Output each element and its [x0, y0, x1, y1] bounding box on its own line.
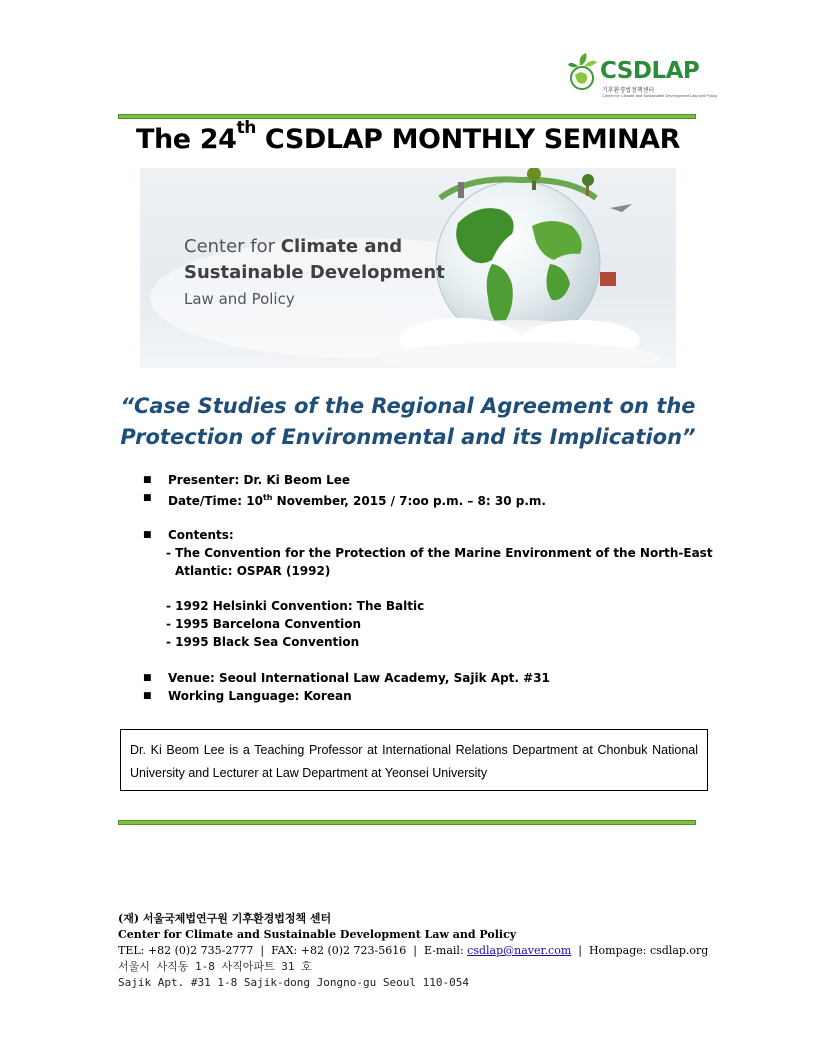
footer-email-label: E-mail: — [423, 944, 468, 957]
venue-text: Venue: Seoul International Law Academy, Sajik Apt. #31 — [168, 671, 550, 685]
footer-tel: TEL: +82 (0)2 735-2777 — [118, 944, 254, 957]
contents-list-item: - 1995 Black Sea Convention — [166, 635, 360, 649]
title-suffix: CSDLAP MONTHLY SEMINAR — [255, 124, 681, 155]
contents-list-item: Atlantic: OSPAR (1992) — [175, 564, 331, 578]
bullet-icon: ■ — [143, 475, 152, 485]
footer-org-korean: (재) 서울국제법연구원 기후환경법정책 센터 — [118, 912, 332, 925]
contents-list-item: - 1995 Barcelona Convention — [166, 617, 362, 631]
datetime-text — [168, 489, 546, 510]
footer-separator: | — [578, 944, 582, 957]
date-superscript: th — [262, 493, 273, 502]
footer-org-english: Center for Climate and Sustainable Development Law and Policy — [118, 928, 517, 941]
contents-label: Contents: — [168, 528, 234, 542]
seminar-topic — [0, 391, 816, 453]
topic-line-1: “Case Studies of the Regional Agreement on the — [120, 394, 696, 418]
bullet-icon: ■ — [143, 530, 152, 540]
footer-contact — [118, 911, 708, 991]
email-link[interactable]: csdlap@naver.com — [467, 944, 572, 957]
title-prefix: The 24 — [135, 124, 237, 155]
footer-address-korean: 서울시 사직동 1-8 사직아파트 31 호 — [118, 960, 312, 973]
footer-address-english: Sajik Apt. #31 1-8 Sajik-dong Jongno-gu Seoul 110-054 — [118, 976, 469, 989]
globe-leaf-icon — [566, 50, 600, 96]
date-prefix: Date/Time: 10 — [168, 494, 263, 508]
bullet-icon: ■ — [143, 673, 152, 683]
banner-caption — [184, 234, 445, 312]
banner-line-1 — [184, 234, 445, 260]
banner-line-2-bold: Sustainable Development — [184, 262, 445, 283]
language-text: Working Language: Korean — [168, 689, 352, 703]
logo-wordmark: CSDLAP — [600, 58, 700, 84]
banner-line-1-light: Center for — [184, 236, 281, 257]
top-divider — [118, 114, 696, 119]
footer-homepage: Hompage: csdlap.org — [588, 944, 709, 957]
banner-line-1-bold: Climate and — [280, 236, 403, 257]
footer-contact-line — [118, 943, 708, 959]
presenter-text: Presenter: Dr. Ki Beom Lee — [168, 473, 351, 487]
footer-separator: | — [260, 944, 265, 957]
csdlap-logo — [566, 50, 717, 102]
contents-list-item: - 1992 Helsinki Convention: The Baltic — [166, 599, 425, 613]
banner-line-3: Law and Policy — [184, 290, 295, 308]
footer-separator: | — [413, 944, 417, 957]
banner-image — [140, 168, 676, 368]
footer-fax: FAX: +82 (0)2 723-5616 — [271, 944, 407, 957]
title-superscript: th — [236, 118, 256, 138]
logo-english-subtitle: Center for Climate and Sustainable Development Law and Policy — [602, 93, 717, 98]
presenter-bio-box: Dr. Ki Beom Lee is a Teaching Professor at International Relations Department at Chonbuk National University and Lecturer at Law Department at Yeonsei University — [120, 729, 708, 791]
banner-line-2 — [184, 260, 445, 286]
bullet-icon: ■ — [143, 493, 152, 503]
bullet-icon: ■ — [143, 691, 152, 701]
contents-list-item: - The Convention for the Protection of the Marine Environment of the North-East — [166, 546, 713, 560]
topic-line-2: Protection of Environmental and its Implication” — [120, 425, 696, 449]
page-title — [0, 118, 816, 155]
date-suffix: November, 2015 / 7:oo p.m. – 8: 30 p.m. — [272, 494, 546, 508]
logo-korean-subtitle: 기후환경법정책센터 — [602, 88, 655, 94]
bottom-divider — [118, 820, 696, 825]
